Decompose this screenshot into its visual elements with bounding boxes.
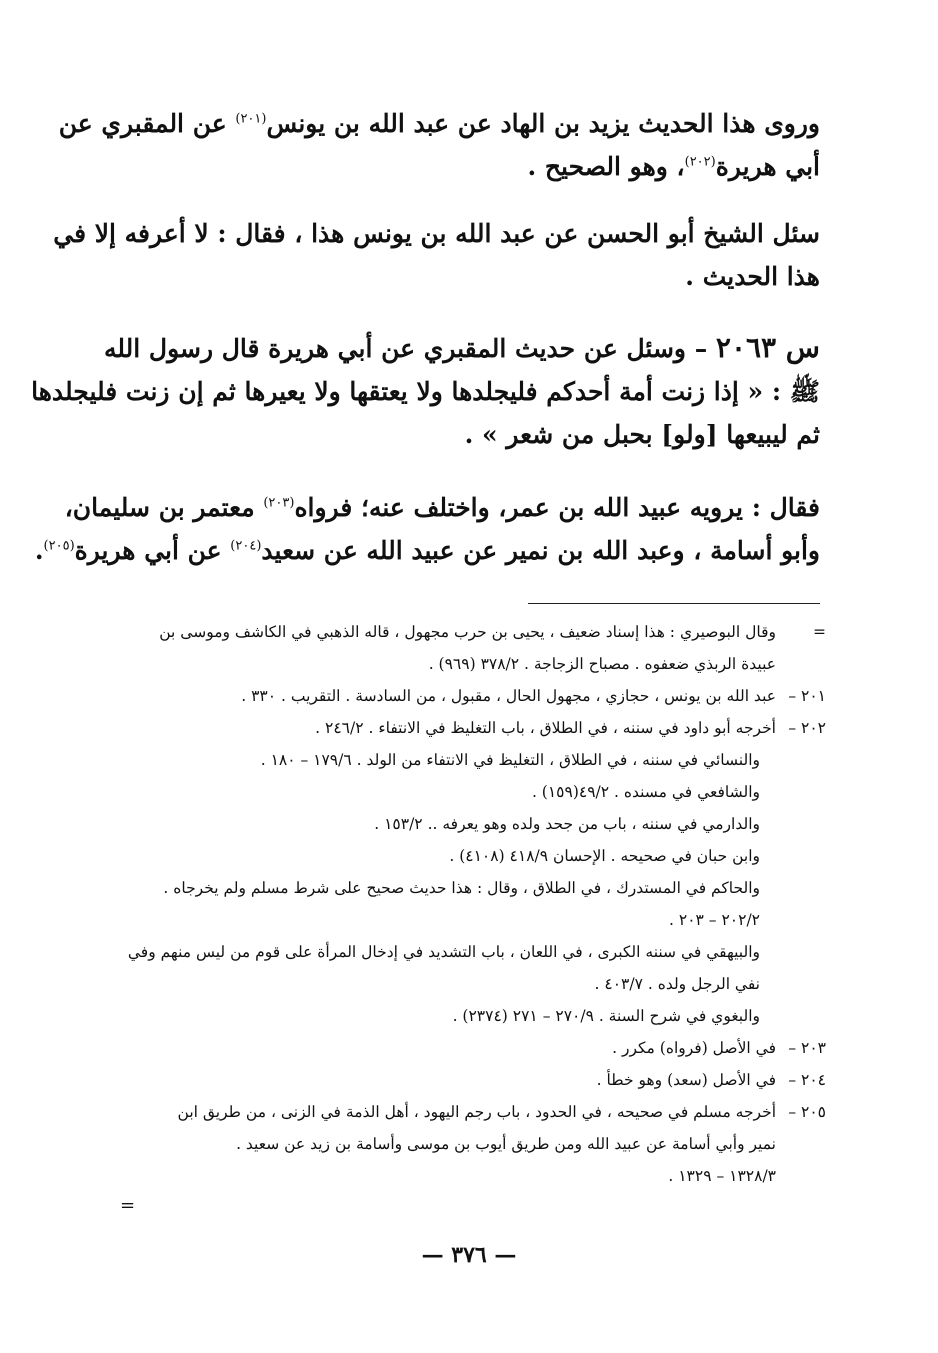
question-number: س ٢٠٦٣ [715, 331, 820, 364]
paragraph-1 [58, 102, 820, 188]
page-number: — ٣٧٦ — [421, 1242, 517, 1268]
footnote-continued: = وقال البوصيري : هذا إسناد ضعيف ، يحيى بن حرب مجهول ، قاله الذهبي في الكاشف وموسى بن [110, 616, 826, 648]
answer-paragraph [34, 486, 820, 572]
footnote-203: ٢٠٣ – في الأصل (فرواه) مكرر . [612, 1039, 826, 1057]
answer-line-2: وأبو أسامة ، وعبد الله بن نمير عن عبيد الله عن سعيد$^{(٢٠٤)}$ عن أبي هريرة$^{(٢٠٥)}$. [34, 536, 820, 565]
continuation-mark-end: = [120, 1195, 136, 1216]
paragraph-2 [53, 212, 820, 298]
question-line-2: ﷺ : « إذا زنت أمة أحدكم فليجلدها ولا يعتقها ولا يعيرها ثم إن زنت فليجلدها [31, 377, 820, 406]
footnote-ref-203: (٢٠٣) [263, 495, 295, 511]
footnote-ref-204: (٢٠٤) [230, 538, 262, 554]
footnote-separator [528, 603, 820, 604]
footnote-201: ٢٠١ – عبد الله بن يونس ، حجازي ، مجهول الحال ، مقبول ، من السادسة . التقريب . ٣٣٠ . [241, 687, 826, 705]
question-line-3: ثم ليبيعها [ولو] بحبل من شعر » . [464, 420, 820, 449]
answer-line-1: فقال : يرويه عبيد الله بن عمر، واختلف عنه؛ فرواه$^{(٢٠٣)}$ معتمر بن سليمان، [64, 493, 820, 522]
footnote-205: ٢٠٥ – أخرجه مسلم في صحيحه ، في الحدود ، باب رجم اليهود ، أهل الذمة في الزنى ، من طريق ابن [177, 1103, 826, 1121]
footnote-ref-202: (٢٠٢) [684, 154, 716, 170]
continuation-mark: = [813, 623, 826, 641]
footnote-ref-201: (٢٠١) [235, 111, 267, 127]
paragraph-1-line-1: وروى هذا الحديث يزيد بن الهاد عن عبد الله بن يونس$^{(٢٠١)}$ عن المقبري عن [58, 109, 820, 138]
footnote-202: ٢٠٢ – أخرجه أبو داود في سننه ، في الطلاق ، باب التغليظ في الانتفاء . ٢٤٦/٢ . [315, 719, 826, 737]
footnote-ref-205: (٢٠٥) [43, 538, 75, 554]
footnote-204: ٢٠٤ – في الأصل (سعد) وهو خطأ . [596, 1071, 826, 1089]
question-line-1: س ٢٠٦٣ – وسئل عن حديث المقبري عن أبي هريرة قال رسول الله [103, 331, 820, 364]
paragraph-2-line-2: هذا الحديث . [685, 262, 820, 291]
question-paragraph [31, 326, 820, 456]
footnotes: = وقال البوصيري : هذا إسناد ضعيف ، يحيى بن حرب مجهول ، قاله الذهبي في الكاشف وموسى بن عبيدة الربذي ضعفوه . مصباح الزجاجة . ٣٧٨/٢ (٩٦٩) . ٢٠١ – عبد الله بن يونس ، حجازي ، مجهول الحال ، مقبول ، من السادسة . التقريب . ٣٣٠ . ٢٠٢ – أخرجه أبو داود في سننه ، في الطلاق ، باب التغليظ في الانتفاء . ٢٤٦/٢ . والنسائي في سننه ، في الطلاق ، التغليظ في الانتفاء من الولد . ١٧٩/٦ – ١٨٠ . والشافعي في مسنده . ٤٩/٢(١٥٩) . والدارمي في سننه ، باب من جحد ولده وهو يعرفه .. ١٥٣/٢ . وابن حبان في صحيحه . الإحسان ٤١٨/٩ (٤١٠٨) . والحاكم في المستدرك ، في الطلاق ، وقال : هذا حديث صحيح على شرط مسلم ولم يخرجاه . ٢٠٢/٢ – ٢٠٣ . والبيهقي في سننه الكبرى ، في اللعان ، باب التشديد في إدخال المرأة على قوم من ليس منهم وفي نفي الرجل ولده . ٤٠٣/٧ . والبغوي في شرح السنة . ٢٧٠/٩ – ٢٧١ (٢٣٧٤) . ٢٠٣ – في الأصل (فرواه) مكرر . ٢٠٤ – في الأصل (سعد) وهو خطأ . ٢٠٥ – أخرجه مسلم في صحيحه ، في الحدود ، باب رجم اليهود ، أهل الذمة في الزنى ، من طريق ابن نمير وأبي أسامة عن عبيد الله ومن طريق أيوب بن موسى وأسامة بن زيد عن سعيد . ١٣٢٨/٣ – ١٣٢٩ . [110, 616, 826, 1192]
paragraph-2-line-1: سئل الشيخ أبو الحسن عن عبد الله بن يونس هذا ، فقال : لا أعرفه إلا في [53, 219, 820, 248]
paragraph-1-line-2: أبي هريرة$^{(٢٠٢)}$، وهو الصحيح . [527, 152, 820, 181]
